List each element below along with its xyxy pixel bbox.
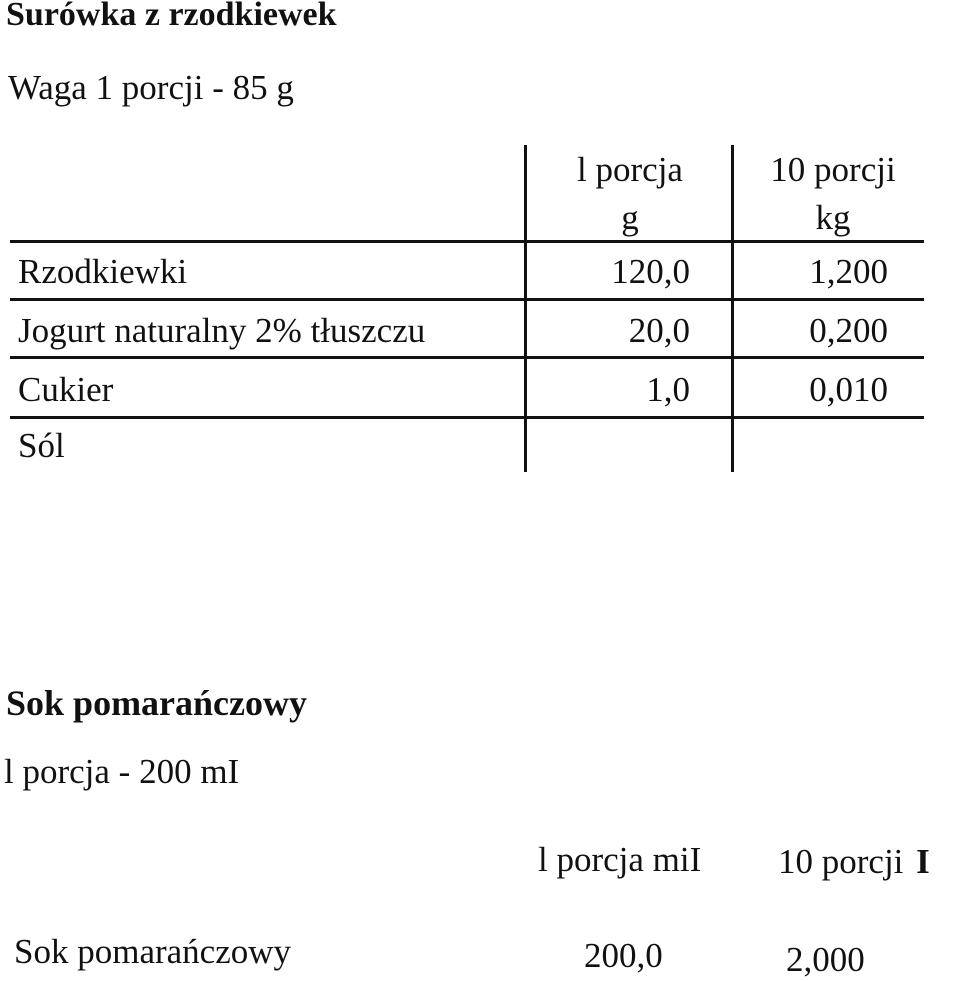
ingredient-ten-portions: 0,200 (809, 311, 888, 350)
header-one-portion: l porcja miI (538, 840, 702, 879)
ingredient-ten-portions: 1,200 (809, 252, 888, 291)
portion-volume: l porcja - 200 mI (4, 752, 240, 791)
ingredient-one-portion: 1,0 (646, 370, 690, 409)
header-one-portion-unit: g (621, 198, 639, 237)
table-rule (10, 356, 924, 359)
ingredient-ten-portions: 0,010 (809, 370, 888, 409)
table-rule (10, 416, 924, 419)
table-column-rule (731, 145, 734, 472)
ingredient-name: Rzodkiewki (18, 252, 188, 291)
ingredient-name: Cukier (18, 370, 114, 409)
ingredient-name: Sok pomarańczowy (14, 932, 292, 971)
header-ten-portions-text: 10 porcji (778, 842, 904, 881)
header-ten-portions (778, 842, 930, 882)
ingredient-one-portion: 200,0 (584, 936, 663, 975)
header-one-portion: l porcja (577, 150, 683, 189)
recipe-title: Sok pomarańczowy (6, 683, 308, 723)
table-rule (10, 240, 924, 243)
ingredient-ten-portions: 2,000 (786, 940, 865, 979)
ingredient-name: Sól (18, 426, 65, 465)
header-ten-portions: 10 porcji (770, 150, 896, 189)
ingredient-name: Jogurt naturalny 2% tłuszczu (18, 311, 426, 350)
ingredient-one-portion: 20,0 (628, 311, 690, 350)
portion-weight: Waga 1 porcji - 85 g (8, 68, 294, 107)
header-ten-portions-unit: I (916, 842, 930, 881)
table-rule (10, 298, 924, 301)
recipe-title: Surówka z rzodkiewek (6, 0, 337, 33)
table-column-rule (524, 145, 527, 472)
header-ten-portions-unit: kg (815, 198, 851, 237)
ingredient-one-portion: 120,0 (611, 252, 690, 291)
